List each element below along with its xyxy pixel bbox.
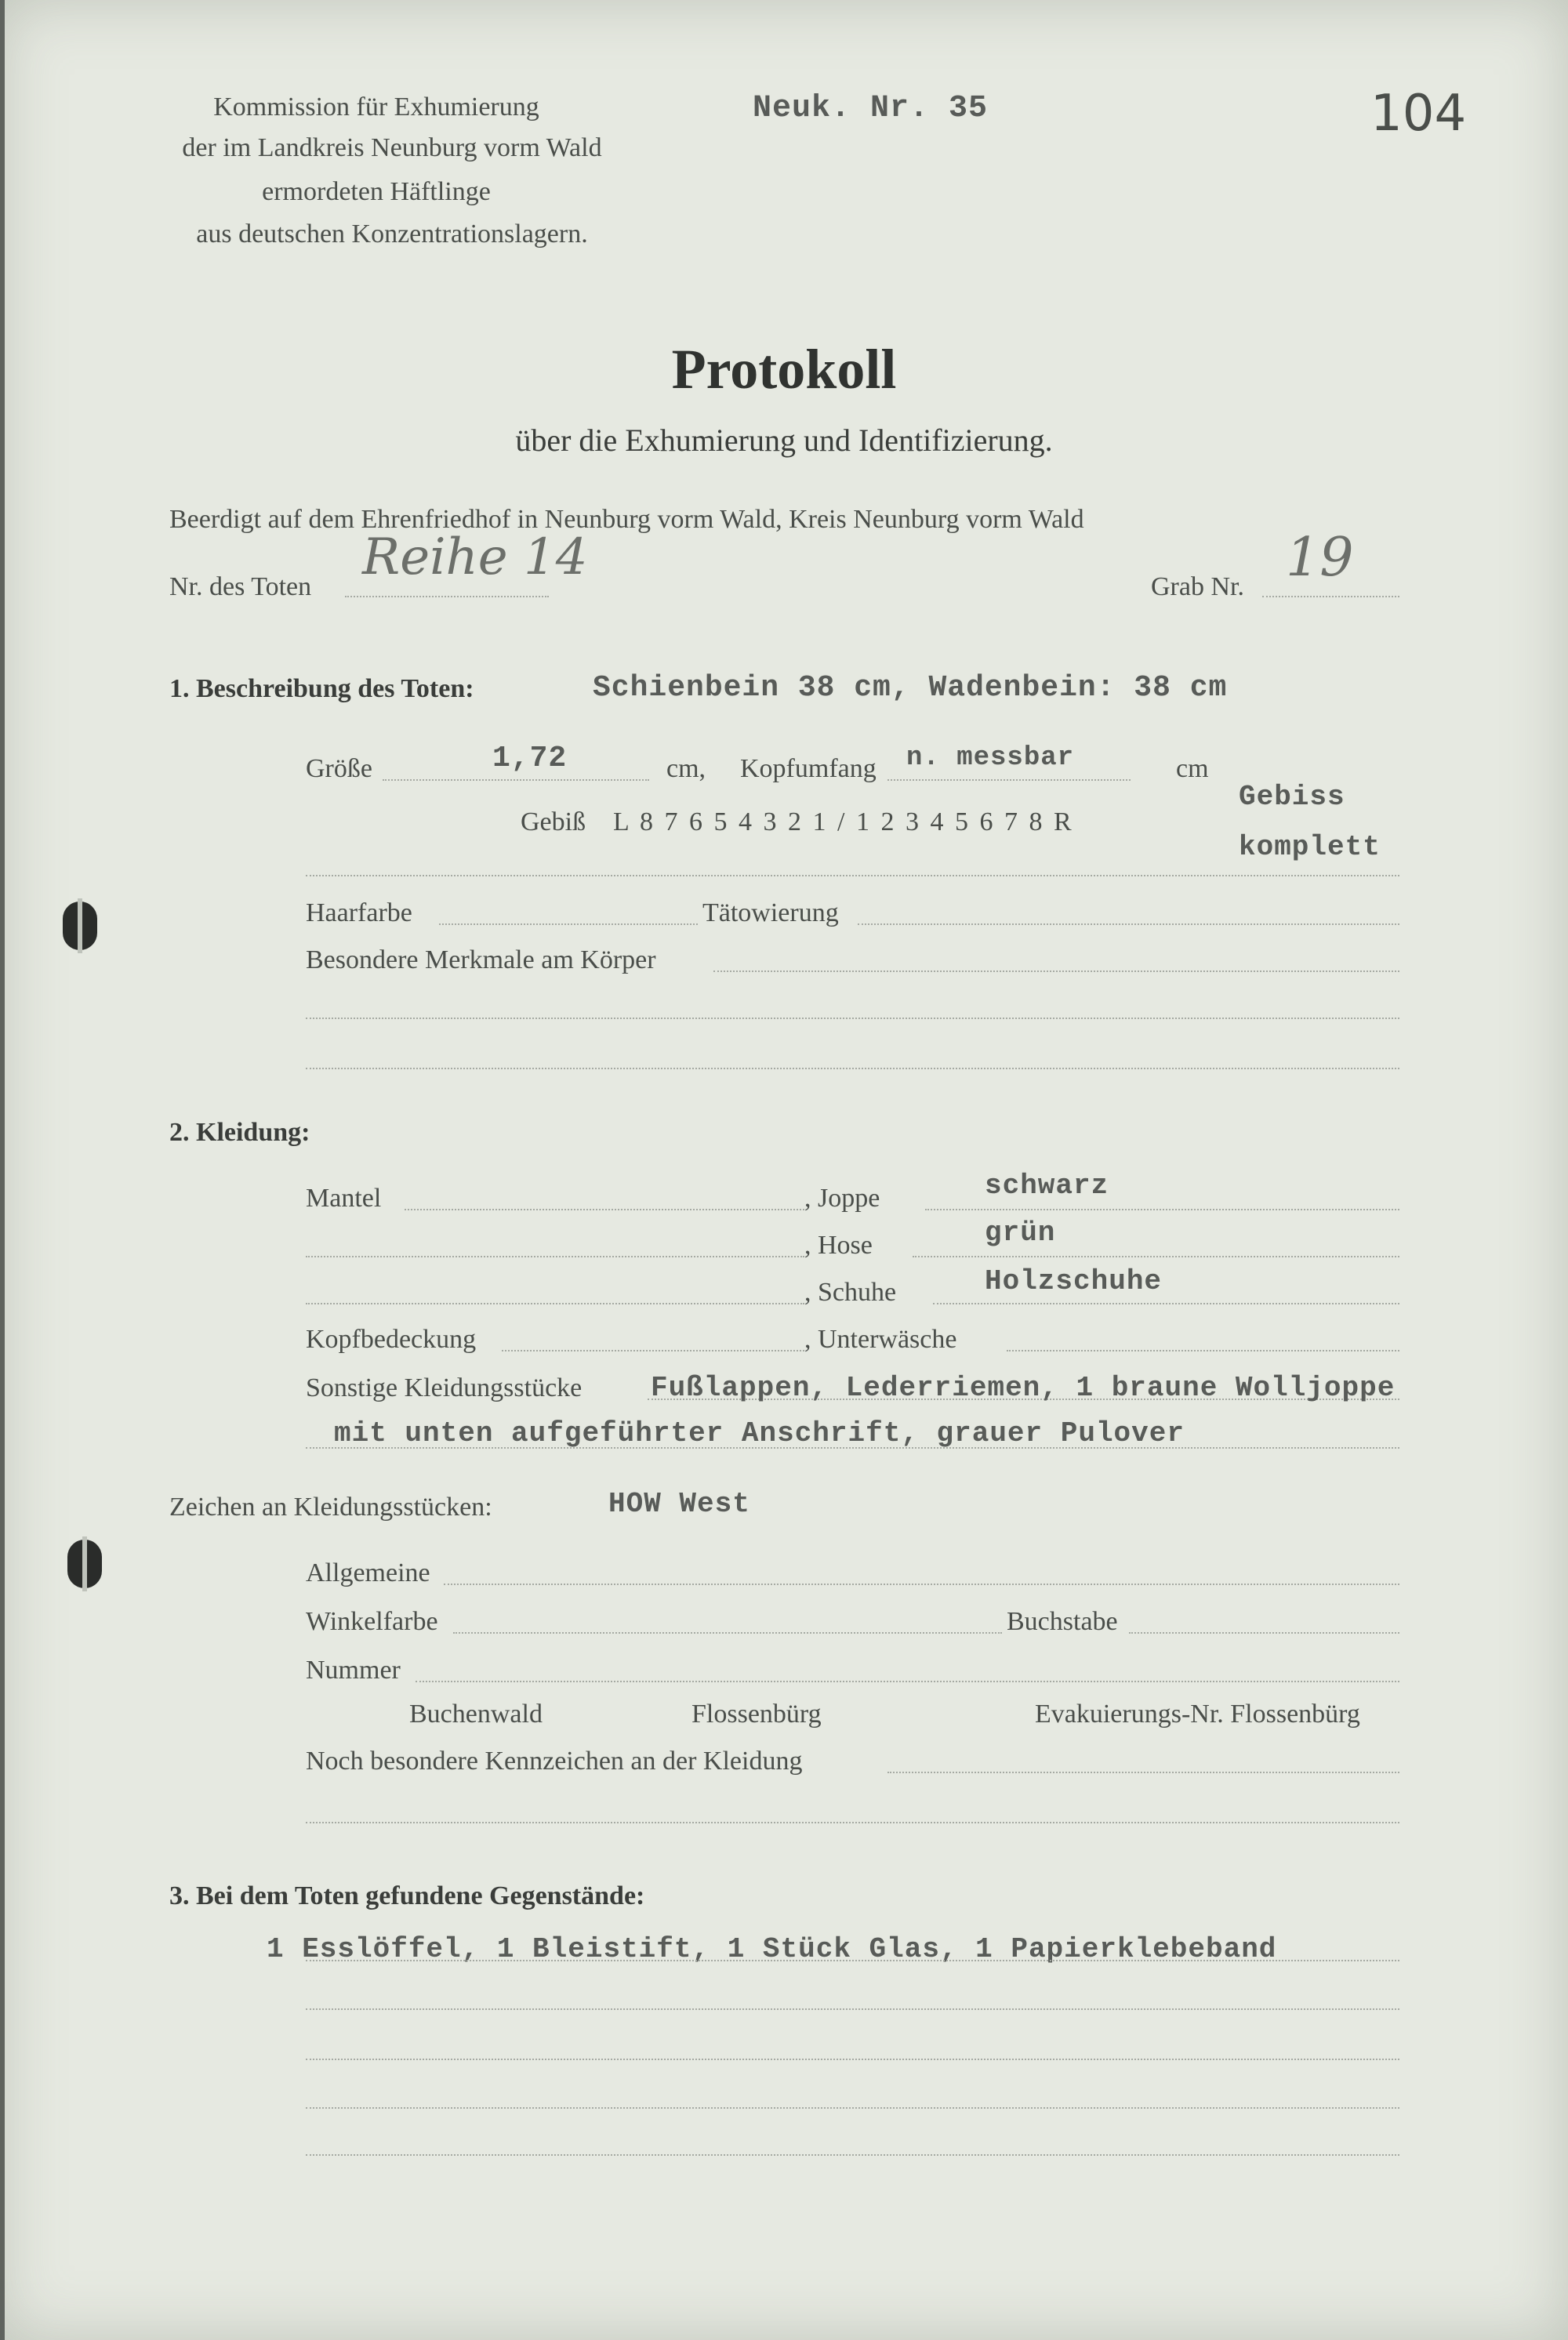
coat-line — [405, 1209, 804, 1210]
trousers-label: , Hose — [804, 1231, 873, 1260]
teeth-chart-numbers: L 8 7 6 5 4 3 2 1 / 1 2 3 4 5 6 7 8 R — [613, 807, 1074, 836]
section3-heading: 3. Bei dem Toten gefundene Gegenstände: — [169, 1881, 645, 1910]
dead-number-line — [345, 596, 549, 597]
grave-number-label: Grab Nr. — [1151, 572, 1244, 601]
number-label: Nummer — [306, 1656, 401, 1685]
shoes-value: Holzschuhe — [985, 1265, 1163, 1297]
commission-line-3: ermordeten Häftlinge — [262, 177, 491, 206]
found-items-value: 1 Esslöffel, 1 Bleistift, 1 Stück Glas, 1 Papierklebeband — [267, 1933, 1277, 1965]
underwear-line — [1007, 1350, 1399, 1351]
shoes-line — [933, 1303, 1399, 1304]
page-edge-shadow — [0, 0, 5, 2340]
number-line — [416, 1681, 1399, 1682]
size-value: 1,72 — [492, 742, 568, 775]
commission-line-2: der im Landkreis Neunburg vorm Wald — [182, 133, 602, 162]
found-items-line-3 — [306, 2059, 1399, 2060]
page-subtitle: über die Exhumierung und Identifizierung. — [515, 423, 1053, 458]
body-marks-line — [713, 970, 1399, 972]
grave-number-line — [1262, 596, 1399, 597]
commission-line-4: aus deutschen Konzentrationslagern. — [196, 219, 588, 249]
head-circumference-line — [887, 779, 1131, 781]
general-line — [444, 1584, 1399, 1585]
size-label: Größe — [306, 754, 372, 783]
found-items-line-2 — [306, 2008, 1399, 2010]
other-clothing-label: Sonstige Kleidungsstücke — [306, 1373, 583, 1402]
hair-color-line — [439, 923, 698, 925]
size-unit: cm, — [666, 754, 706, 783]
clothing-blank-line-1 — [306, 1256, 804, 1257]
teeth-note-line-2: komplett — [1239, 831, 1381, 863]
teeth-note-line-1: Gebiss — [1239, 781, 1345, 813]
angle-color-line — [453, 1632, 1002, 1634]
section2-heading: 2. Kleidung: — [169, 1118, 310, 1147]
letter-line — [1129, 1632, 1399, 1634]
found-items-line-1 — [306, 1960, 1399, 1961]
trousers-line — [913, 1256, 1399, 1257]
tattoo-label: Tätowierung — [702, 898, 839, 927]
jacket-value: schwarz — [985, 1170, 1109, 1202]
angle-color-label: Winkelfarbe — [306, 1607, 438, 1636]
commission-line-1: Kommission für Exhumierung — [213, 93, 539, 122]
head-circumference-unit: cm — [1176, 754, 1209, 783]
other-clothing-value-1: Fußlappen, Lederriemen, 1 braune Wolljoppe — [651, 1372, 1396, 1404]
body-marks-line-2 — [306, 1018, 1399, 1019]
clothing-blank-line-2 — [306, 1303, 804, 1304]
jacket-line — [925, 1209, 1399, 1210]
head-circumference-value: n. messbar — [906, 743, 1075, 773]
underwear-label: , Unterwäsche — [804, 1325, 957, 1354]
dead-number-label: Nr. des Toten — [169, 572, 312, 601]
section1-heading: 1. Beschreibung des Toten: — [169, 674, 474, 703]
page-number: 104 — [1370, 85, 1467, 143]
grave-number-value: 19 — [1286, 527, 1354, 589]
clothing-marks-label: Zeichen an Kleidungsstücken: — [169, 1493, 492, 1522]
flossenburg-label: Flossenbürg — [691, 1700, 822, 1729]
buchenwald-label: Buchenwald — [409, 1700, 543, 1729]
punch-hole-top-highlight — [78, 898, 82, 953]
burial-place: Beerdigt auf dem Ehrenfriedhof in Neunburg vorm Wald, Kreis Neunburg vorm Wald — [169, 505, 1084, 534]
headwear-label: Kopfbedeckung — [306, 1325, 477, 1354]
coat-label: Mantel — [306, 1184, 382, 1213]
shoes-label: , Schuhe — [804, 1278, 897, 1307]
tattoo-line — [858, 923, 1399, 925]
hair-color-label: Haarfarbe — [306, 898, 412, 927]
dead-number-value: Reihe 14 — [362, 528, 588, 586]
found-items-line-5 — [306, 2154, 1399, 2156]
section1-description: Schienbein 38 cm, Wadenbein: 38 cm — [593, 671, 1228, 705]
teeth-extra-line — [306, 875, 1399, 876]
body-marks-label: Besondere Merkmale am Körper — [306, 945, 656, 974]
page-title: Protokoll — [671, 338, 897, 401]
other-clothing-marks-label: Noch besondere Kennzeichen an der Kleidung — [306, 1747, 803, 1776]
punch-hole-bottom-highlight — [82, 1536, 87, 1591]
jacket-label: , Joppe — [804, 1184, 880, 1213]
size-line — [383, 779, 649, 781]
trousers-value: grün — [985, 1217, 1056, 1249]
body-marks-line-3 — [306, 1068, 1399, 1069]
teeth-label: Gebiß — [521, 807, 586, 836]
general-label: Allgemeine — [306, 1558, 430, 1587]
other-clothing-marks-line — [887, 1772, 1399, 1773]
evacuation-number-label: Evakuierungs-Nr. Flossenbürg — [1035, 1700, 1360, 1729]
other-clothing-value-2: mit unten aufgeführter Anschrift, grauer Pulover — [334, 1417, 1185, 1449]
head-circumference-label: Kopfumfang — [740, 754, 877, 783]
headwear-line — [502, 1350, 804, 1351]
file-reference: Neuk. Nr. 35 — [753, 91, 989, 126]
other-clothing-marks-line-2 — [306, 1822, 1399, 1823]
found-items-line-4 — [306, 2107, 1399, 2109]
letter-label: Buchstabe — [1007, 1607, 1118, 1636]
clothing-marks-value: HOW West — [608, 1488, 750, 1520]
